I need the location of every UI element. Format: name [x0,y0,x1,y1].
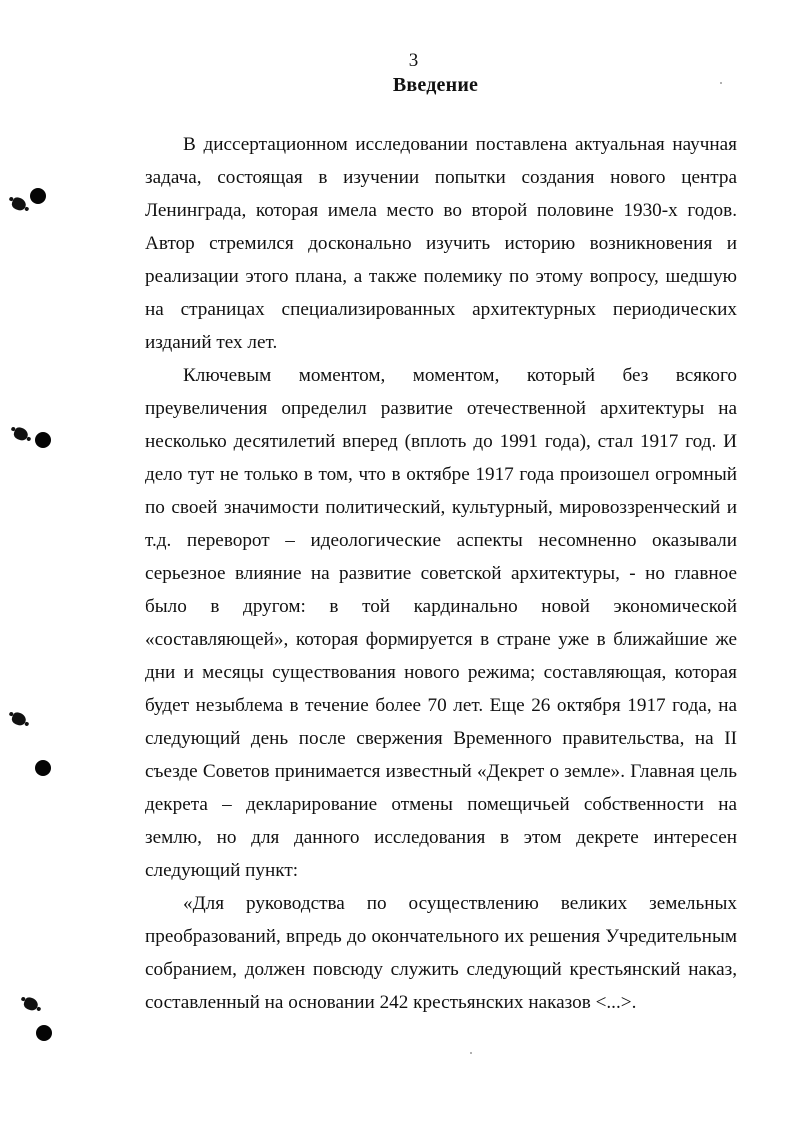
punch-hole-mark [30,188,46,204]
scan-speck [720,82,722,84]
punch-hole-mark [36,1025,52,1041]
ink-blot-mark [12,426,29,442]
paragraph-quote: «Для руководства по осуществлению великих земельных преобразований, впредь до окончательного их решения Учредительным собранием, должен повсюду служить следующий крестьянский наказ, составленный на основании 242 крестьянских наказов <...>. [145,893,737,1013]
ink-blot-mark [10,196,27,212]
page-title: Введение [392,74,479,96]
paragraph-intro: В диссертационном исследовании поставлена актуальная научная задача, состоящая в изучении попытки создания нового центра Ленинграда, которая имела место во второй половине 1930-х годов. Автор стремился досконально изучить историю возникновения и реализации этого плана, а также полемику по этому вопросу, шедшую на страницах специализированных архитектурных периодических изданий тех лет. [145,134,737,353]
punch-hole-mark [35,760,51,776]
body-text [145,128,737,1019]
punch-hole-mark [35,432,51,448]
paragraph-key-moment: Ключевым моментом, моментом, который без всякого преувеличения определил развитие отечественной архитектуры на несколько десятилетий вперед (вплоть до 1991 года), стал 1917 год. И дело тут не только в том, что в октябре 1917 года произошел огромный по своей значимости политический, культурный, мировоззренческий и т.д. переворот – идеологические аспекты несомненно оказывали серьезное влияние на развитие советской архитектуры, - но главное было в другом: в той кардинально новой экономической «составляющей», которая формируется в стране уже в ближайшие же дни и месяцы существования нового режима; составляющая, которая будет незыблема в течение более 70 лет. Еще 26 октября 1917 года, на следующий день после свержения Временного правительства, на II съезде Советов принимается известный «Декрет о земле». Главная цель декрета – декларирование отмены помещичьей собственности на землю, но для данного исследования в этом декрете интересен следующий пункт: [145,365,737,881]
page-number: 3 [408,50,419,71]
scan-speck [470,1052,472,1054]
ink-blot-mark [10,711,27,727]
ink-blot-mark [22,996,39,1012]
